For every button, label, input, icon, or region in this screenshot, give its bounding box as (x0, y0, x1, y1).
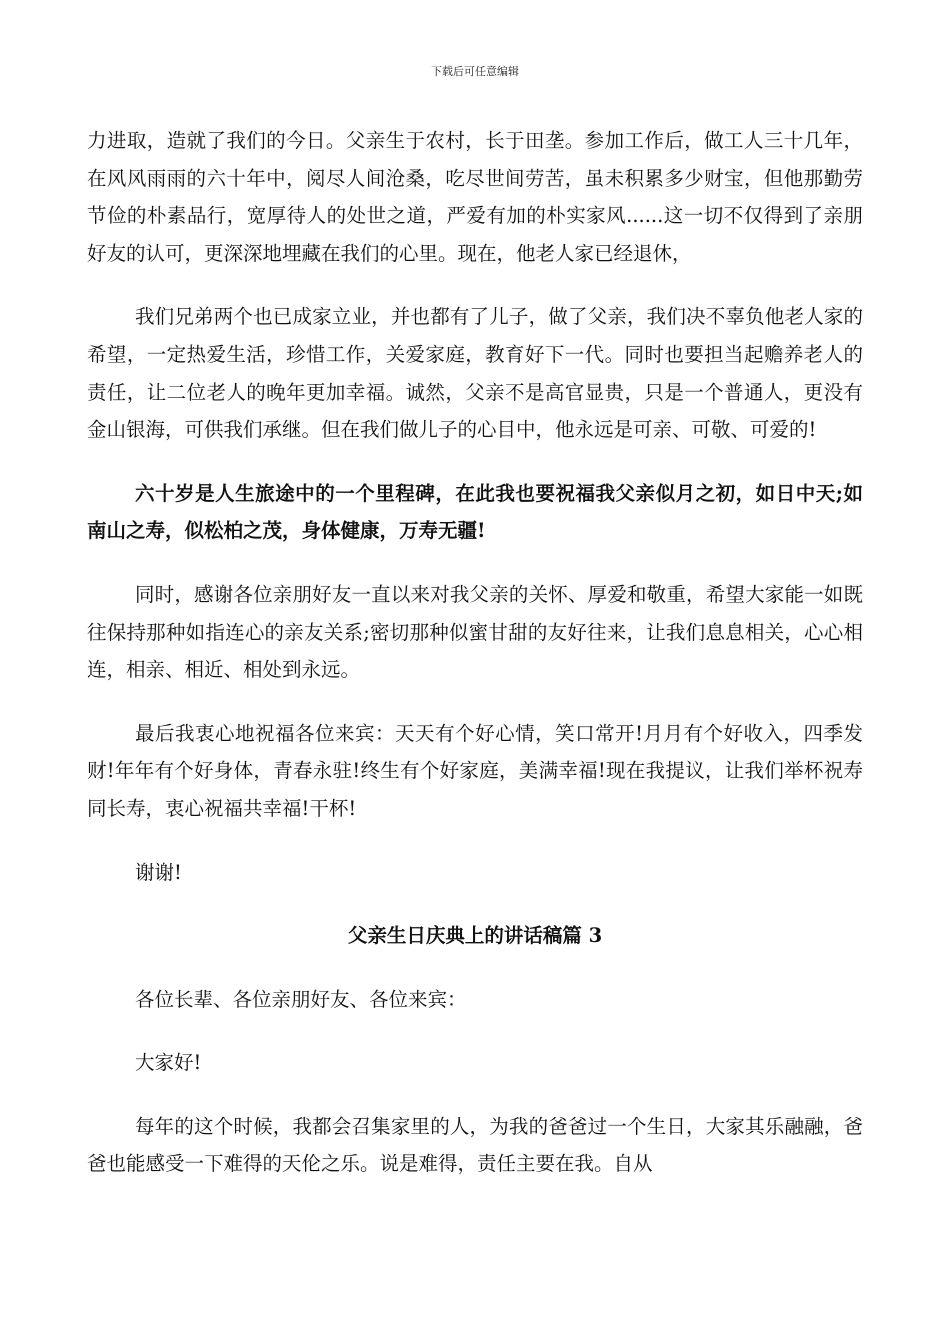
paragraph-thanks: 同时，感谢各位亲朋好友一直以来对我父亲的关怀、厚爱和敬重，希望大家能一如既往保持那种如指连心的亲友关系;密切那种似蜜甘甜的友好往来，让我们息息相关，心心相连，相亲、相近、相处到永远。 (87, 582, 863, 682)
page-header: 下载后可任意编辑 (431, 65, 519, 78)
paragraph-father-history: 力进取，造就了我们的今日。父亲生于农村，长于田垄。参加工作后，做工人三十几年，在风风雨雨的六十年中，阅尽人间沧桑，吃尽世间劳苦，虽未积累多少财宝，但他那勤劳节俭的朴素品行，宽厚待人的处世之道，严爱有加的朴实家风......这一切不仅得到了亲朋好友的认可，更深深地埋藏在我们的心里。现在，他老人家已经退休， (87, 129, 863, 265)
section-title: 父亲生日庆典上的讲话稿篇 3 (347, 924, 603, 948)
paragraph-milestone-blessing: 六十岁是人生旅途中的一个里程碑，在此我也要祝福我父亲似月之初，如日中天;如南山之寿，似松柏之茂，身体健康，万寿无疆! (87, 481, 863, 543)
paragraph-yearly-birthday: 每年的这个时候，我都会召集家里的人，为我的爸爸过一个生日，大家其乐融融，爸爸也能感受一下难得的天伦之乐。说是难得，责任主要在我。自从 (87, 1114, 863, 1176)
paragraph-brothers: 我们兄弟两个也已成家立业，并也都有了儿子，做了父亲，我们决不辜负他老人家的希望，一定热爱生活，珍惜工作，关爱家庭，教育好下一代。同时也要担当起赡养老人的责任，让二位老人的晚年更加幸福。诚然，父亲不是高官显贵，只是一个普通人，更没有金山银海，可供我们承继。但在我们做儿子的心目中，他永远是可亲、可敬、可爱的! (87, 305, 863, 442)
paragraph-final-wishes: 最后我衷心地祝福各位来宾：天天有个好心情，笑口常开!月月有个好收入，四季发财!年年有个好身体，青春永驻!终生有个好家庭，美满幸福!现在我提议，让我们举杯祝寿同长寿，衷心祝福共幸福!干杯! (87, 721, 863, 820)
document-body (87, 122, 863, 1183)
paragraph-greeting-guests: 各位长辈、各位亲朋好友、各位来宾： (135, 987, 467, 1011)
paragraph-hello: 大家好! (135, 1051, 202, 1075)
paragraph-thank-you: 谢谢! (135, 860, 182, 884)
